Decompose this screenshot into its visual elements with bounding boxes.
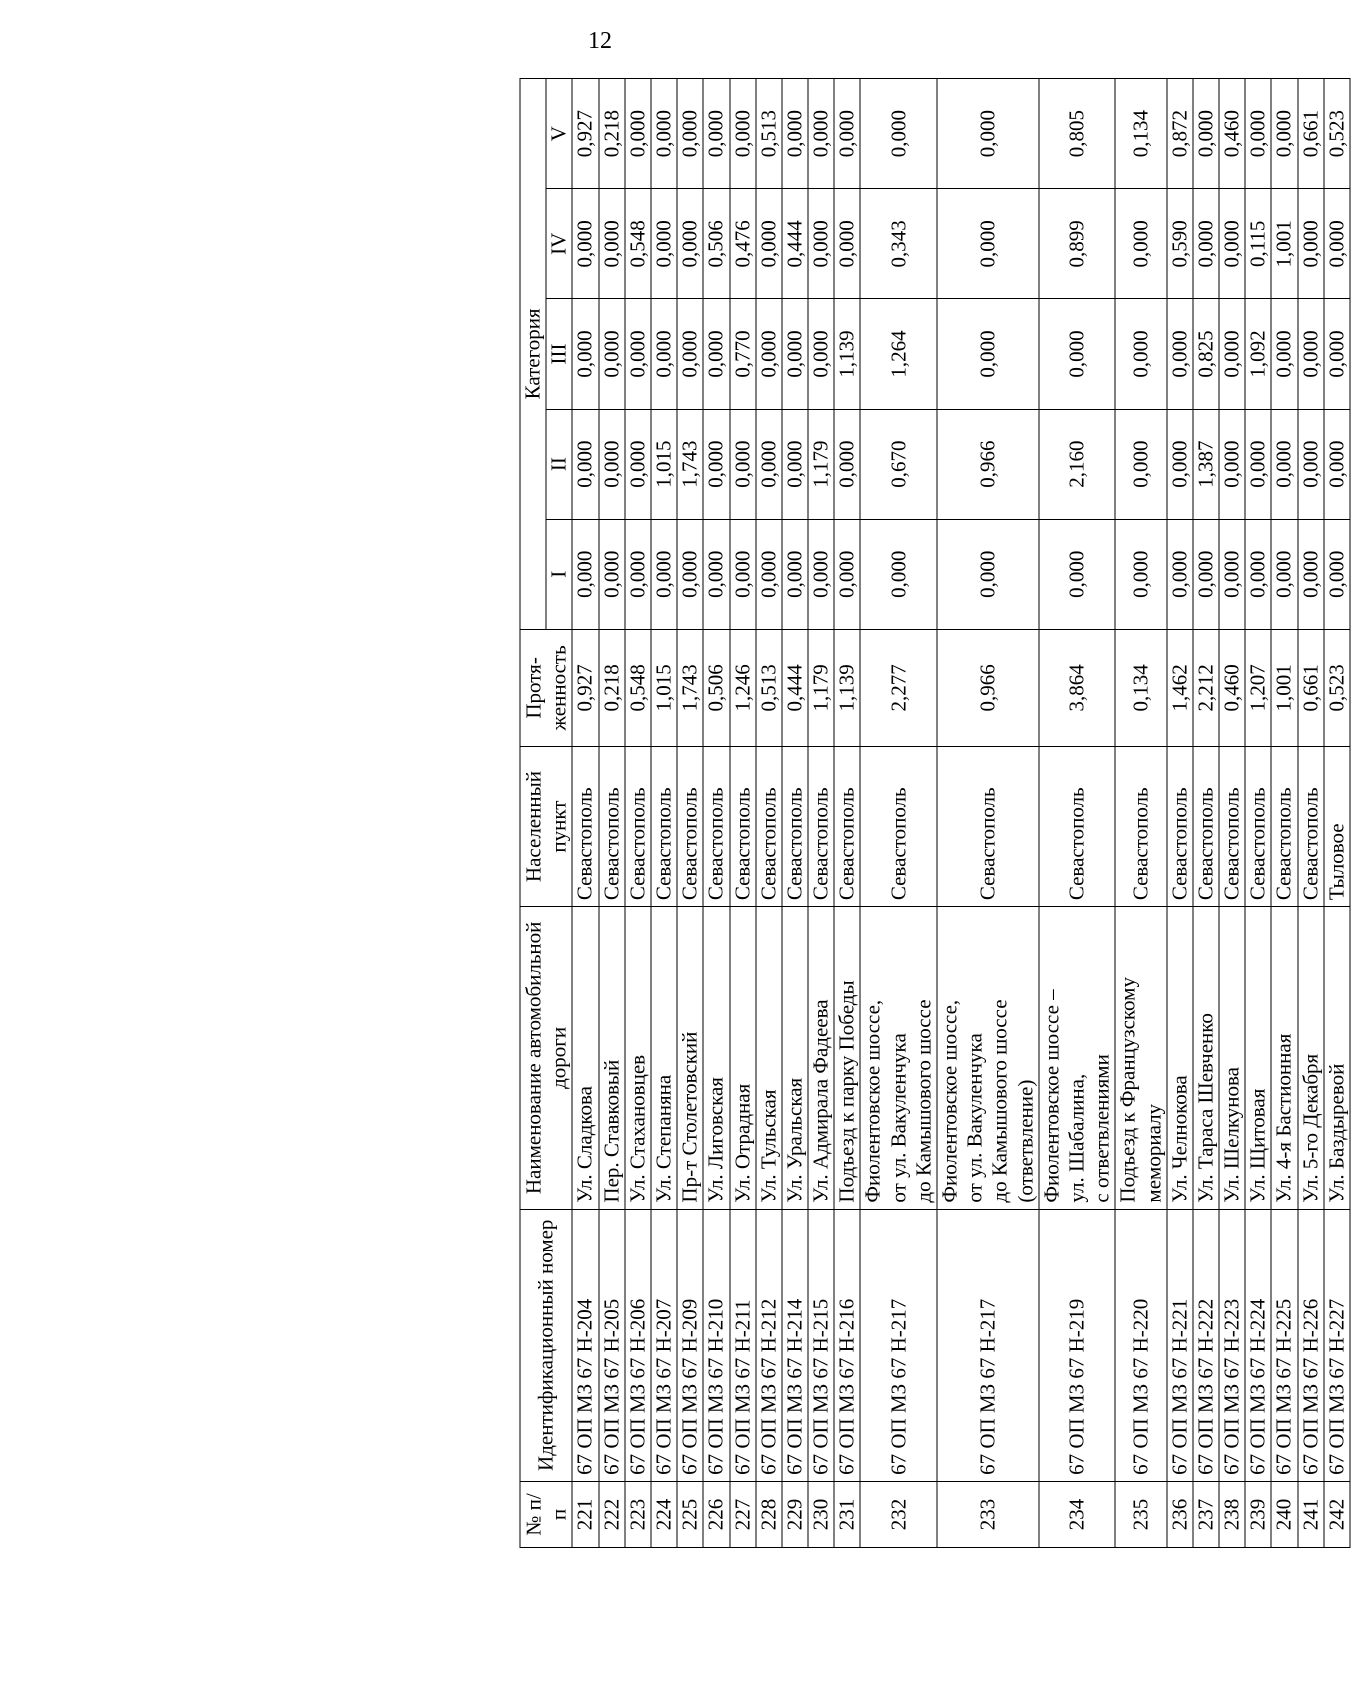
cell-length: 1,743 — [677, 629, 703, 746]
cell-category-v: 0,805 — [1039, 79, 1116, 189]
cell-category-iv: 0,000 — [1298, 189, 1324, 299]
table-row — [677, 79, 703, 1548]
cell-category-v: 0,000 — [834, 79, 860, 189]
road-name-line: (ответвление) — [1013, 1079, 1038, 1203]
road-name-line: Пер. Ставковый — [599, 1059, 624, 1203]
cell-category-iv: 0,000 — [1324, 189, 1350, 299]
table-row — [860, 79, 937, 1548]
road-name-line: Ул. Адмирала Фадеева — [808, 999, 833, 1203]
roads-table-container — [520, 78, 1351, 1548]
cell-category-iii: 1,264 — [860, 299, 937, 409]
road-name-line: Ул. Челнокова — [1167, 1075, 1192, 1203]
cell-length: 1,462 — [1167, 629, 1193, 746]
road-name-line: Ул. Баздыревой — [1324, 1063, 1349, 1203]
cell-category-i: 0,000 — [1115, 519, 1166, 629]
cell-num: 237 — [1193, 1481, 1219, 1547]
cell-category-v: 0,000 — [937, 79, 1039, 189]
cell-category-ii: 1,179 — [808, 409, 834, 519]
cell-category-iv: 0,000 — [1193, 189, 1219, 299]
table-header — [520, 79, 572, 1548]
cell-category-v: 0,000 — [1193, 79, 1219, 189]
cell-num: 233 — [937, 1481, 1039, 1547]
table-row — [1167, 79, 1193, 1548]
cell-road-name — [1193, 907, 1219, 1209]
cell-id: 67 ОП МЗ 67 Н-222 — [1193, 1209, 1219, 1481]
cell-category-iii: 0,000 — [937, 299, 1039, 409]
table-row — [782, 79, 808, 1548]
header-category-i: I — [546, 519, 572, 629]
cell-category-v: 0,000 — [860, 79, 937, 189]
cell-category-iii: 0,000 — [1115, 299, 1166, 409]
table-body — [572, 79, 1350, 1548]
cell-place: Севастополь — [730, 746, 756, 906]
cell-category-iii: 0,770 — [730, 299, 756, 409]
header-category: Категория — [520, 79, 546, 630]
cell-category-i: 0,000 — [1193, 519, 1219, 629]
road-name-line: Ул. Стахановцев — [625, 1054, 650, 1203]
cell-category-v: 0,000 — [625, 79, 651, 189]
cell-road-name — [572, 907, 598, 1209]
road-name-line: Ул. Тараса Шевченко — [1193, 1013, 1218, 1203]
table-row — [1245, 79, 1271, 1548]
cell-road-name — [808, 907, 834, 1209]
cell-num: 242 — [1324, 1481, 1350, 1547]
cell-length: 1,015 — [651, 629, 677, 746]
cell-length: 0,218 — [599, 629, 625, 746]
road-name-line: Ул. Сладкова — [572, 1085, 597, 1203]
cell-id: 67 ОП МЗ 67 Н-216 — [834, 1209, 860, 1481]
road-name-line: с ответвлениями — [1089, 1054, 1114, 1203]
table-row — [1271, 79, 1297, 1548]
cell-category-ii: 0,966 — [937, 409, 1039, 519]
table-row — [808, 79, 834, 1548]
header-length: Протя-женность — [520, 629, 572, 746]
cell-length: 2,277 — [860, 629, 937, 746]
cell-place: Тыловое — [1324, 746, 1350, 906]
cell-category-i: 0,000 — [1219, 519, 1245, 629]
road-name-line: Ул. Тульская — [756, 1089, 781, 1203]
cell-category-v: 0,872 — [1167, 79, 1193, 189]
cell-category-i: 0,000 — [860, 519, 937, 629]
cell-length: 0,661 — [1298, 629, 1324, 746]
road-name-line: Подъезд к Французскому — [1115, 977, 1140, 1203]
cell-category-ii: 0,000 — [703, 409, 729, 519]
road-name-line: Ул. Отрадная — [730, 1083, 754, 1203]
header-id: Идентификационный номер — [520, 1209, 572, 1481]
cell-place: Севастополь — [703, 746, 729, 906]
cell-place: Севастополь — [572, 746, 598, 906]
cell-category-ii: 1,743 — [677, 409, 703, 519]
cell-category-iv: 0,506 — [703, 189, 729, 299]
cell-category-ii: 0,000 — [599, 409, 625, 519]
cell-length: 0,548 — [625, 629, 651, 746]
cell-num: 238 — [1219, 1481, 1245, 1547]
road-name-line: Ул. Щитовая — [1245, 1088, 1270, 1203]
cell-road-name — [1245, 907, 1271, 1209]
cell-road-name — [730, 907, 756, 1209]
cell-place: Севастополь — [1193, 746, 1219, 906]
header-num: № п/п — [520, 1481, 572, 1547]
cell-road-name — [834, 907, 860, 1209]
cell-road-name — [937, 907, 1039, 1209]
table-row — [1219, 79, 1245, 1548]
cell-category-i: 0,000 — [677, 519, 703, 629]
cell-id: 67 ОП МЗ 67 Н-215 — [808, 1209, 834, 1481]
cell-id: 67 ОП МЗ 67 Н-219 — [1039, 1209, 1116, 1481]
cell-id: 67 ОП МЗ 67 Н-220 — [1115, 1209, 1166, 1481]
road-name-line: Ул. Степаняна — [651, 1074, 676, 1203]
cell-length: 0,506 — [703, 629, 729, 746]
cell-category-ii: 0,000 — [572, 409, 598, 519]
cell-length: 0,134 — [1115, 629, 1166, 746]
table-row — [756, 79, 782, 1548]
cell-category-v: 0,000 — [677, 79, 703, 189]
cell-category-v: 0,134 — [1115, 79, 1166, 189]
cell-length: 0,927 — [572, 629, 598, 746]
cell-num: 228 — [756, 1481, 782, 1547]
cell-place: Севастополь — [1219, 746, 1245, 906]
cell-road-name — [756, 907, 782, 1209]
road-name-line: Ул. Лиговская — [703, 1077, 728, 1203]
road-name-line: до Камышового шоссе — [987, 999, 1012, 1203]
cell-category-ii: 2,160 — [1039, 409, 1116, 519]
table-row — [730, 79, 756, 1548]
cell-category-iii: 0,000 — [1219, 299, 1245, 409]
cell-category-iv: 0,899 — [1039, 189, 1116, 299]
cell-id: 67 ОП МЗ 67 Н-204 — [572, 1209, 598, 1481]
cell-id: 67 ОП МЗ 67 Н-207 — [651, 1209, 677, 1481]
cell-length: 1,001 — [1271, 629, 1297, 746]
road-name-line: мемориалу — [1141, 1103, 1165, 1203]
road-name-line: Пр-т Столетовский — [677, 1031, 702, 1203]
cell-category-v: 0,513 — [756, 79, 782, 189]
cell-category-iv: 0,000 — [1115, 189, 1166, 299]
cell-place: Севастополь — [1245, 746, 1271, 906]
cell-road-name — [1271, 907, 1297, 1209]
cell-num: 223 — [625, 1481, 651, 1547]
header-category-iv: IV — [546, 189, 572, 299]
road-name-line: до Камышового шоссе — [911, 999, 936, 1203]
table-row — [1298, 79, 1324, 1548]
cell-category-v: 0,000 — [703, 79, 729, 189]
cell-category-i: 0,000 — [1298, 519, 1324, 629]
cell-category-ii: 0,000 — [1245, 409, 1271, 519]
cell-category-i: 0,000 — [756, 519, 782, 629]
cell-category-iii: 1,092 — [1245, 299, 1271, 409]
cell-road-name — [651, 907, 677, 1209]
road-name-line: Ул. 5-го Декабря — [1298, 1053, 1323, 1203]
cell-id: 67 ОП МЗ 67 Н-217 — [937, 1209, 1039, 1481]
cell-road-name — [1039, 907, 1116, 1209]
cell-category-iii: 0,000 — [756, 299, 782, 409]
cell-category-i: 0,000 — [599, 519, 625, 629]
cell-category-ii: 0,000 — [1115, 409, 1166, 519]
cell-category-i: 0,000 — [1245, 519, 1271, 629]
cell-road-name — [625, 907, 651, 1209]
header-place: Населенный пункт — [520, 746, 572, 906]
cell-category-i: 0,000 — [703, 519, 729, 629]
cell-id: 67 ОП МЗ 67 Н-206 — [625, 1209, 651, 1481]
cell-category-ii: 0,000 — [1324, 409, 1350, 519]
page-number: 12 — [588, 28, 612, 54]
cell-category-iii: 0,000 — [1324, 299, 1350, 409]
table-row — [599, 79, 625, 1548]
cell-id: 67 ОП МЗ 67 Н-210 — [703, 1209, 729, 1481]
cell-category-i: 0,000 — [782, 519, 808, 629]
cell-num: 221 — [572, 1481, 598, 1547]
cell-road-name — [599, 907, 625, 1209]
cell-category-v: 0,000 — [808, 79, 834, 189]
cell-num: 236 — [1167, 1481, 1193, 1547]
road-name-line: Ул. 4-я Бастионная — [1271, 1033, 1296, 1203]
table-row — [1039, 79, 1116, 1548]
cell-category-iii: 0,000 — [703, 299, 729, 409]
cell-road-name — [1115, 907, 1166, 1209]
cell-category-v: 0,460 — [1219, 79, 1245, 189]
cell-category-v: 0,000 — [782, 79, 808, 189]
cell-category-i: 0,000 — [1271, 519, 1297, 629]
cell-length: 1,179 — [808, 629, 834, 746]
cell-category-iv: 0,343 — [860, 189, 937, 299]
cell-num: 226 — [703, 1481, 729, 1547]
cell-place: Севастополь — [808, 746, 834, 906]
cell-category-iii: 0,000 — [1271, 299, 1297, 409]
cell-category-iv: 0,000 — [834, 189, 860, 299]
table-row — [1115, 79, 1166, 1548]
cell-road-name — [1167, 907, 1193, 1209]
cell-road-name — [782, 907, 808, 1209]
road-name-line: ул. Шабалина, — [1064, 1073, 1089, 1203]
cell-num: 222 — [599, 1481, 625, 1547]
cell-place: Севастополь — [1167, 746, 1193, 906]
cell-category-i: 0,000 — [730, 519, 756, 629]
cell-category-iv: 0,000 — [599, 189, 625, 299]
cell-num: 231 — [834, 1481, 860, 1547]
cell-id: 67 ОП МЗ 67 Н-209 — [677, 1209, 703, 1481]
cell-road-name — [1298, 907, 1324, 1209]
cell-length: 2,212 — [1193, 629, 1219, 746]
cell-category-iv: 0,000 — [651, 189, 677, 299]
road-name-line: Фиолентовское шоссе – — [1039, 989, 1064, 1203]
cell-place: Севастополь — [677, 746, 703, 906]
cell-category-ii: 0,000 — [625, 409, 651, 519]
cell-category-v: 0,218 — [599, 79, 625, 189]
cell-road-name — [1324, 907, 1350, 1209]
cell-category-i: 0,000 — [625, 519, 651, 629]
table-row — [937, 79, 1039, 1548]
cell-category-i: 0,000 — [651, 519, 677, 629]
table-row — [703, 79, 729, 1548]
cell-category-ii: 0,000 — [782, 409, 808, 519]
road-name-line: Ул. Уральская — [782, 1077, 807, 1203]
cell-category-iv: 0,000 — [756, 189, 782, 299]
cell-category-i: 0,000 — [937, 519, 1039, 629]
cell-length: 1,246 — [730, 629, 756, 746]
cell-category-iii: 0,000 — [1167, 299, 1193, 409]
table-row — [834, 79, 860, 1548]
cell-road-name — [703, 907, 729, 1209]
cell-category-ii: 0,000 — [730, 409, 756, 519]
cell-category-iii: 0,000 — [651, 299, 677, 409]
cell-id: 67 ОП МЗ 67 Н-205 — [599, 1209, 625, 1481]
cell-category-iii: 0,000 — [1039, 299, 1116, 409]
cell-category-v: 0,927 — [572, 79, 598, 189]
cell-category-ii: 0,000 — [1298, 409, 1324, 519]
cell-category-i: 0,000 — [1167, 519, 1193, 629]
cell-category-iv: 0,548 — [625, 189, 651, 299]
cell-place: Севастополь — [834, 746, 860, 906]
cell-category-v: 0,000 — [1271, 79, 1297, 189]
cell-num: 230 — [808, 1481, 834, 1547]
cell-category-iii: 0,000 — [1298, 299, 1324, 409]
cell-length: 1,139 — [834, 629, 860, 746]
table-row — [651, 79, 677, 1548]
cell-num: 241 — [1298, 1481, 1324, 1547]
cell-road-name — [1219, 907, 1245, 1209]
header-category-ii: II — [546, 409, 572, 519]
cell-id: 67 ОП МЗ 67 Н-217 — [860, 1209, 937, 1481]
cell-category-iii: 0,000 — [599, 299, 625, 409]
cell-place: Севастополь — [625, 746, 651, 906]
cell-num: 225 — [677, 1481, 703, 1547]
cell-id: 67 ОП МЗ 67 Н-224 — [1245, 1209, 1271, 1481]
road-name-line: Фиолентовское шоссе, — [860, 999, 885, 1203]
cell-length: 0,460 — [1219, 629, 1245, 746]
cell-id: 67 ОП МЗ 67 Н-221 — [1167, 1209, 1193, 1481]
cell-id: 67 ОП МЗ 67 Н-212 — [756, 1209, 782, 1481]
cell-category-iii: 0,000 — [625, 299, 651, 409]
cell-category-iv: 1,001 — [1271, 189, 1297, 299]
cell-category-iv: 0,000 — [677, 189, 703, 299]
cell-category-ii: 0,000 — [834, 409, 860, 519]
road-name-line: от ул. Вакуленчука — [886, 1033, 911, 1203]
cell-category-i: 0,000 — [572, 519, 598, 629]
cell-category-iii: 0,000 — [808, 299, 834, 409]
cell-category-iii: 0,000 — [677, 299, 703, 409]
table-row — [625, 79, 651, 1548]
cell-category-v: 0,000 — [1245, 79, 1271, 189]
cell-num: 232 — [860, 1481, 937, 1547]
cell-category-ii: 1,015 — [651, 409, 677, 519]
cell-id: 67 ОП МЗ 67 Н-214 — [782, 1209, 808, 1481]
cell-category-ii: 0,000 — [1167, 409, 1193, 519]
cell-category-i: 0,000 — [834, 519, 860, 629]
cell-place: Севастополь — [782, 746, 808, 906]
cell-category-iii: 0,000 — [572, 299, 598, 409]
cell-road-name — [860, 907, 937, 1209]
cell-place: Севастополь — [860, 746, 937, 906]
cell-category-iv: 0,115 — [1245, 189, 1271, 299]
cell-id: 67 ОП МЗ 67 Н-223 — [1219, 1209, 1245, 1481]
cell-category-ii: 0,000 — [1219, 409, 1245, 519]
cell-length: 0,966 — [937, 629, 1039, 746]
cell-place: Севастополь — [1115, 746, 1166, 906]
header-category-iii: III — [546, 299, 572, 409]
cell-category-v: 0,661 — [1298, 79, 1324, 189]
cell-place: Севастополь — [756, 746, 782, 906]
cell-place: Севастополь — [937, 746, 1039, 906]
cell-num: 227 — [730, 1481, 756, 1547]
cell-num: 234 — [1039, 1481, 1116, 1547]
cell-length: 1,207 — [1245, 629, 1271, 746]
cell-id: 67 ОП МЗ 67 Н-226 — [1298, 1209, 1324, 1481]
table-row — [1324, 79, 1350, 1548]
cell-category-ii: 0,670 — [860, 409, 937, 519]
table-row — [572, 79, 598, 1548]
cell-num: 239 — [1245, 1481, 1271, 1547]
cell-id: 67 ОП МЗ 67 Н-225 — [1271, 1209, 1297, 1481]
cell-num: 240 — [1271, 1481, 1297, 1547]
cell-category-ii: 0,000 — [1271, 409, 1297, 519]
cell-length: 0,444 — [782, 629, 808, 746]
roads-table — [520, 78, 1351, 1548]
cell-place: Севастополь — [1271, 746, 1297, 906]
cell-num: 224 — [651, 1481, 677, 1547]
cell-category-i: 0,000 — [808, 519, 834, 629]
cell-category-v: 0,000 — [651, 79, 677, 189]
road-name-line: от ул. Вакуленчука — [962, 1033, 987, 1203]
cell-category-v: 0,523 — [1324, 79, 1350, 189]
cell-category-i: 0,000 — [1039, 519, 1116, 629]
cell-category-iv: 0,000 — [1219, 189, 1245, 299]
table-row — [1193, 79, 1219, 1548]
cell-category-iii: 0,000 — [782, 299, 808, 409]
cell-num: 229 — [782, 1481, 808, 1547]
road-name-line: Ул. Шелкунова — [1219, 1066, 1244, 1203]
cell-category-ii: 0,000 — [756, 409, 782, 519]
header-category-v: V — [546, 79, 572, 189]
header-name: Наименование автомобильной дороги — [520, 907, 572, 1209]
road-name-line: Фиолентовское шоссе, — [937, 999, 962, 1203]
cell-category-iii: 0,825 — [1193, 299, 1219, 409]
cell-length: 0,523 — [1324, 629, 1350, 746]
cell-category-ii: 1,387 — [1193, 409, 1219, 519]
cell-category-iv: 0,444 — [782, 189, 808, 299]
cell-length: 3,864 — [1039, 629, 1116, 746]
cell-place: Севастополь — [1298, 746, 1324, 906]
cell-id: 67 ОП МЗ 67 Н-211 — [730, 1209, 756, 1481]
cell-category-v: 0,000 — [730, 79, 756, 189]
cell-place: Севастополь — [599, 746, 625, 906]
cell-category-iv: 0,000 — [937, 189, 1039, 299]
cell-length: 0,513 — [756, 629, 782, 746]
cell-category-iv: 0,000 — [808, 189, 834, 299]
cell-category-iv: 0,000 — [572, 189, 598, 299]
cell-road-name — [677, 907, 703, 1209]
cell-category-iv: 0,476 — [730, 189, 756, 299]
cell-category-iv: 0,590 — [1167, 189, 1193, 299]
cell-category-i: 0,000 — [1324, 519, 1350, 629]
road-name-line: Подъезд к парку Победы — [834, 980, 859, 1203]
cell-num: 235 — [1115, 1481, 1166, 1547]
cell-place: Севастополь — [651, 746, 677, 906]
cell-place: Севастополь — [1039, 746, 1116, 906]
cell-category-iii: 1,139 — [834, 299, 860, 409]
cell-id: 67 ОП МЗ 67 Н-227 — [1324, 1209, 1350, 1481]
